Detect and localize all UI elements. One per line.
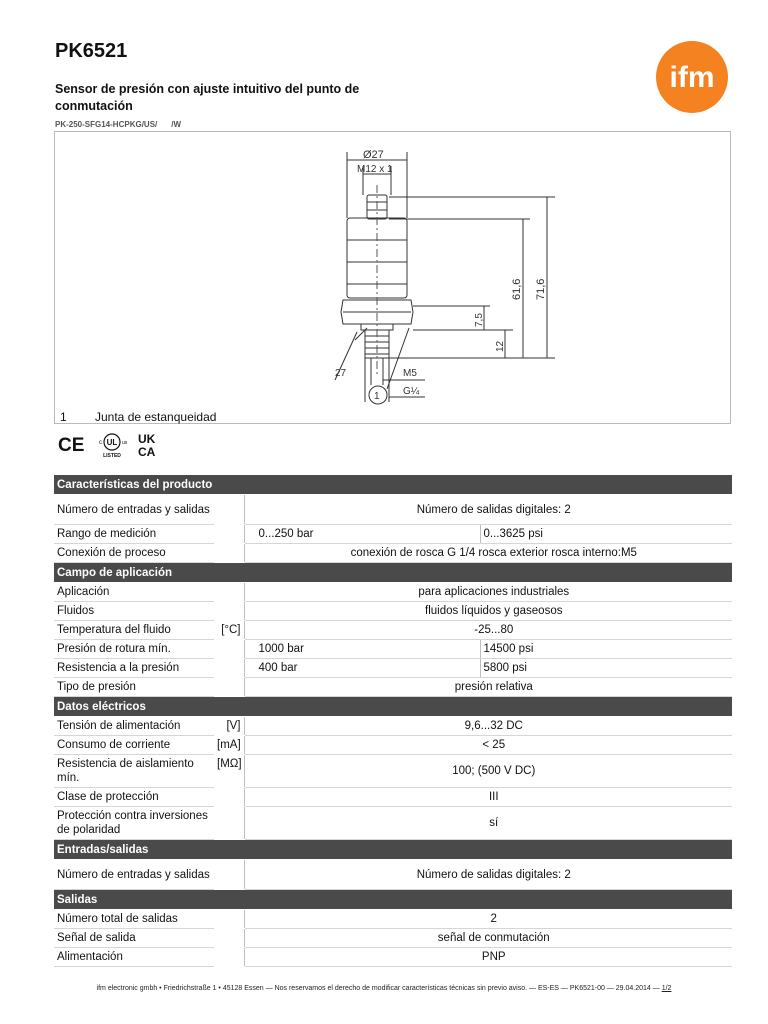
row-unit: [mA]	[214, 736, 244, 755]
dim-12: 12	[495, 340, 506, 352]
row-label: Número total de salidas	[54, 910, 214, 929]
table-row	[54, 910, 732, 929]
row-label: Número de entradas y salidas	[54, 495, 214, 525]
ul-mark: UL	[106, 438, 118, 447]
section-header: Datos eléctricos	[54, 697, 732, 717]
table-row	[54, 929, 732, 948]
row-label: Número de entradas y salidas	[54, 860, 214, 890]
dim-diameter: Ø27	[363, 149, 384, 161]
row-value: conexión de rosca G 1/4 rosca exterior rosca interno:M5	[244, 544, 732, 563]
dim-61: 61,6	[511, 278, 523, 300]
row-value: fluidos líquidos y gaseosos	[244, 602, 732, 621]
row-unit: [°C]	[214, 621, 244, 640]
row-unit	[214, 583, 244, 602]
row-value: señal de conmutación	[244, 929, 732, 948]
dim-71: 71,6	[535, 278, 547, 300]
table-row	[54, 525, 732, 544]
table-row	[54, 583, 732, 602]
row-value: 100; (500 V DC)	[244, 755, 732, 788]
row-label: Fluidos	[54, 602, 214, 621]
row-unit: [V]	[214, 717, 244, 736]
row-unit	[214, 860, 244, 890]
row-label: Resistencia a la presión	[54, 659, 214, 678]
row-value: presión relativa	[244, 678, 732, 697]
row-value: Número de salidas digitales: 2	[244, 495, 732, 525]
row-label: Clase de protección	[54, 788, 214, 807]
row-label: Temperatura del fluido	[54, 621, 214, 640]
ce-mark: CE	[58, 435, 85, 456]
row-unit	[214, 525, 244, 544]
legend-number: 1	[60, 410, 67, 424]
row-unit	[214, 495, 244, 525]
ul-c: c	[99, 440, 102, 446]
section-header: Entradas/salidas	[54, 840, 732, 860]
row-value: Número de salidas digitales: 2	[244, 860, 732, 890]
row-label: Consumo de corriente	[54, 736, 214, 755]
table-row	[54, 755, 732, 788]
ifm-logo	[655, 40, 729, 114]
section-header: Campo de aplicación	[54, 563, 732, 583]
certification-marks	[56, 430, 176, 460]
product-code: PK6521	[55, 40, 128, 62]
row-label: Protección contra inversiones de polaridad	[54, 807, 214, 840]
row-value: 0...250 bar	[244, 525, 480, 544]
row-value-alt: 14500 psi	[480, 640, 732, 659]
dimension-drawing	[285, 140, 575, 408]
table-row	[54, 860, 732, 890]
row-label: Resistencia de aislamiento mín.	[54, 755, 214, 788]
table-row	[54, 621, 732, 640]
dim-m5: M5	[403, 368, 417, 379]
table-row	[54, 807, 732, 840]
page-indicator: 1/2	[661, 985, 672, 992]
article-code-variant: /W	[171, 120, 182, 129]
row-value-alt: 5800 psi	[480, 659, 732, 678]
row-label: Alimentación	[54, 948, 214, 967]
table-row	[54, 788, 732, 807]
product-subtitle: Sensor de presión con ajuste intuitivo del punto de conmutación	[55, 82, 360, 113]
callout-number: 1	[374, 391, 380, 402]
row-label: Presión de rotura mín.	[54, 640, 214, 659]
table-row	[54, 948, 732, 967]
table-row	[54, 602, 732, 621]
footer-text: ifm electronic gmbh • Friedrichstraße 1 • 45128 Essen — Nos reservamos el derecho de modificar características técnicas sin previo aviso. — ES-ES — PK6521-00 — 29.04.2014 —	[96, 985, 660, 992]
table-row	[54, 678, 732, 697]
row-value: -25...80	[244, 621, 732, 640]
row-unit	[214, 807, 244, 840]
row-value: 1000 bar	[244, 640, 480, 659]
ukca-bottom: CA	[138, 445, 156, 459]
article-code	[55, 120, 181, 129]
row-unit	[214, 929, 244, 948]
row-value: PNP	[244, 948, 732, 967]
table-row	[54, 640, 732, 659]
dim-thread: M12 x 1	[357, 164, 393, 175]
row-unit	[214, 602, 244, 621]
row-value: 2	[244, 910, 732, 929]
row-unit	[214, 640, 244, 659]
row-label: Conexión de proceso	[54, 544, 214, 563]
row-label: Aplicación	[54, 583, 214, 602]
article-code-main: PK-250-SFG14-HCPKG/US/	[55, 120, 158, 129]
table-row	[54, 659, 732, 678]
row-label: Señal de salida	[54, 929, 214, 948]
ukca-top: UK	[138, 432, 156, 446]
dimension-drawing-box	[54, 131, 731, 424]
row-value: 9,6...32 DC	[244, 717, 732, 736]
section-header: Salidas	[54, 890, 732, 910]
table-row	[54, 495, 732, 525]
dim-g14: G¼	[403, 386, 420, 397]
logo-text: ifm	[669, 61, 715, 94]
table-row	[54, 717, 732, 736]
legend-text: Junta de estanqueidad	[95, 410, 217, 424]
row-unit	[214, 659, 244, 678]
dim-wrench: 27	[335, 368, 347, 379]
row-value: III	[244, 788, 732, 807]
ul-listed: LISTED	[103, 453, 121, 459]
row-value-alt: 0...3625 psi	[480, 525, 732, 544]
page-footer	[0, 985, 768, 992]
ul-us: us	[122, 440, 128, 446]
row-unit	[214, 948, 244, 967]
row-unit	[214, 910, 244, 929]
row-label: Tipo de presión	[54, 678, 214, 697]
row-unit	[214, 544, 244, 563]
row-label: Tensión de alimentación	[54, 717, 214, 736]
table-row	[54, 736, 732, 755]
row-label: Rango de medición	[54, 525, 214, 544]
table-row	[54, 544, 732, 563]
row-unit	[214, 788, 244, 807]
row-unit: [MΩ]	[214, 755, 244, 788]
dim-7: 7,5	[474, 313, 485, 327]
row-value: sí	[244, 807, 732, 840]
row-unit	[214, 678, 244, 697]
row-value: para aplicaciones industriales	[244, 583, 732, 602]
row-value: 400 bar	[244, 659, 480, 678]
specifications-table	[54, 475, 732, 967]
row-value: < 25	[244, 736, 732, 755]
section-header: Características del producto	[54, 475, 732, 495]
